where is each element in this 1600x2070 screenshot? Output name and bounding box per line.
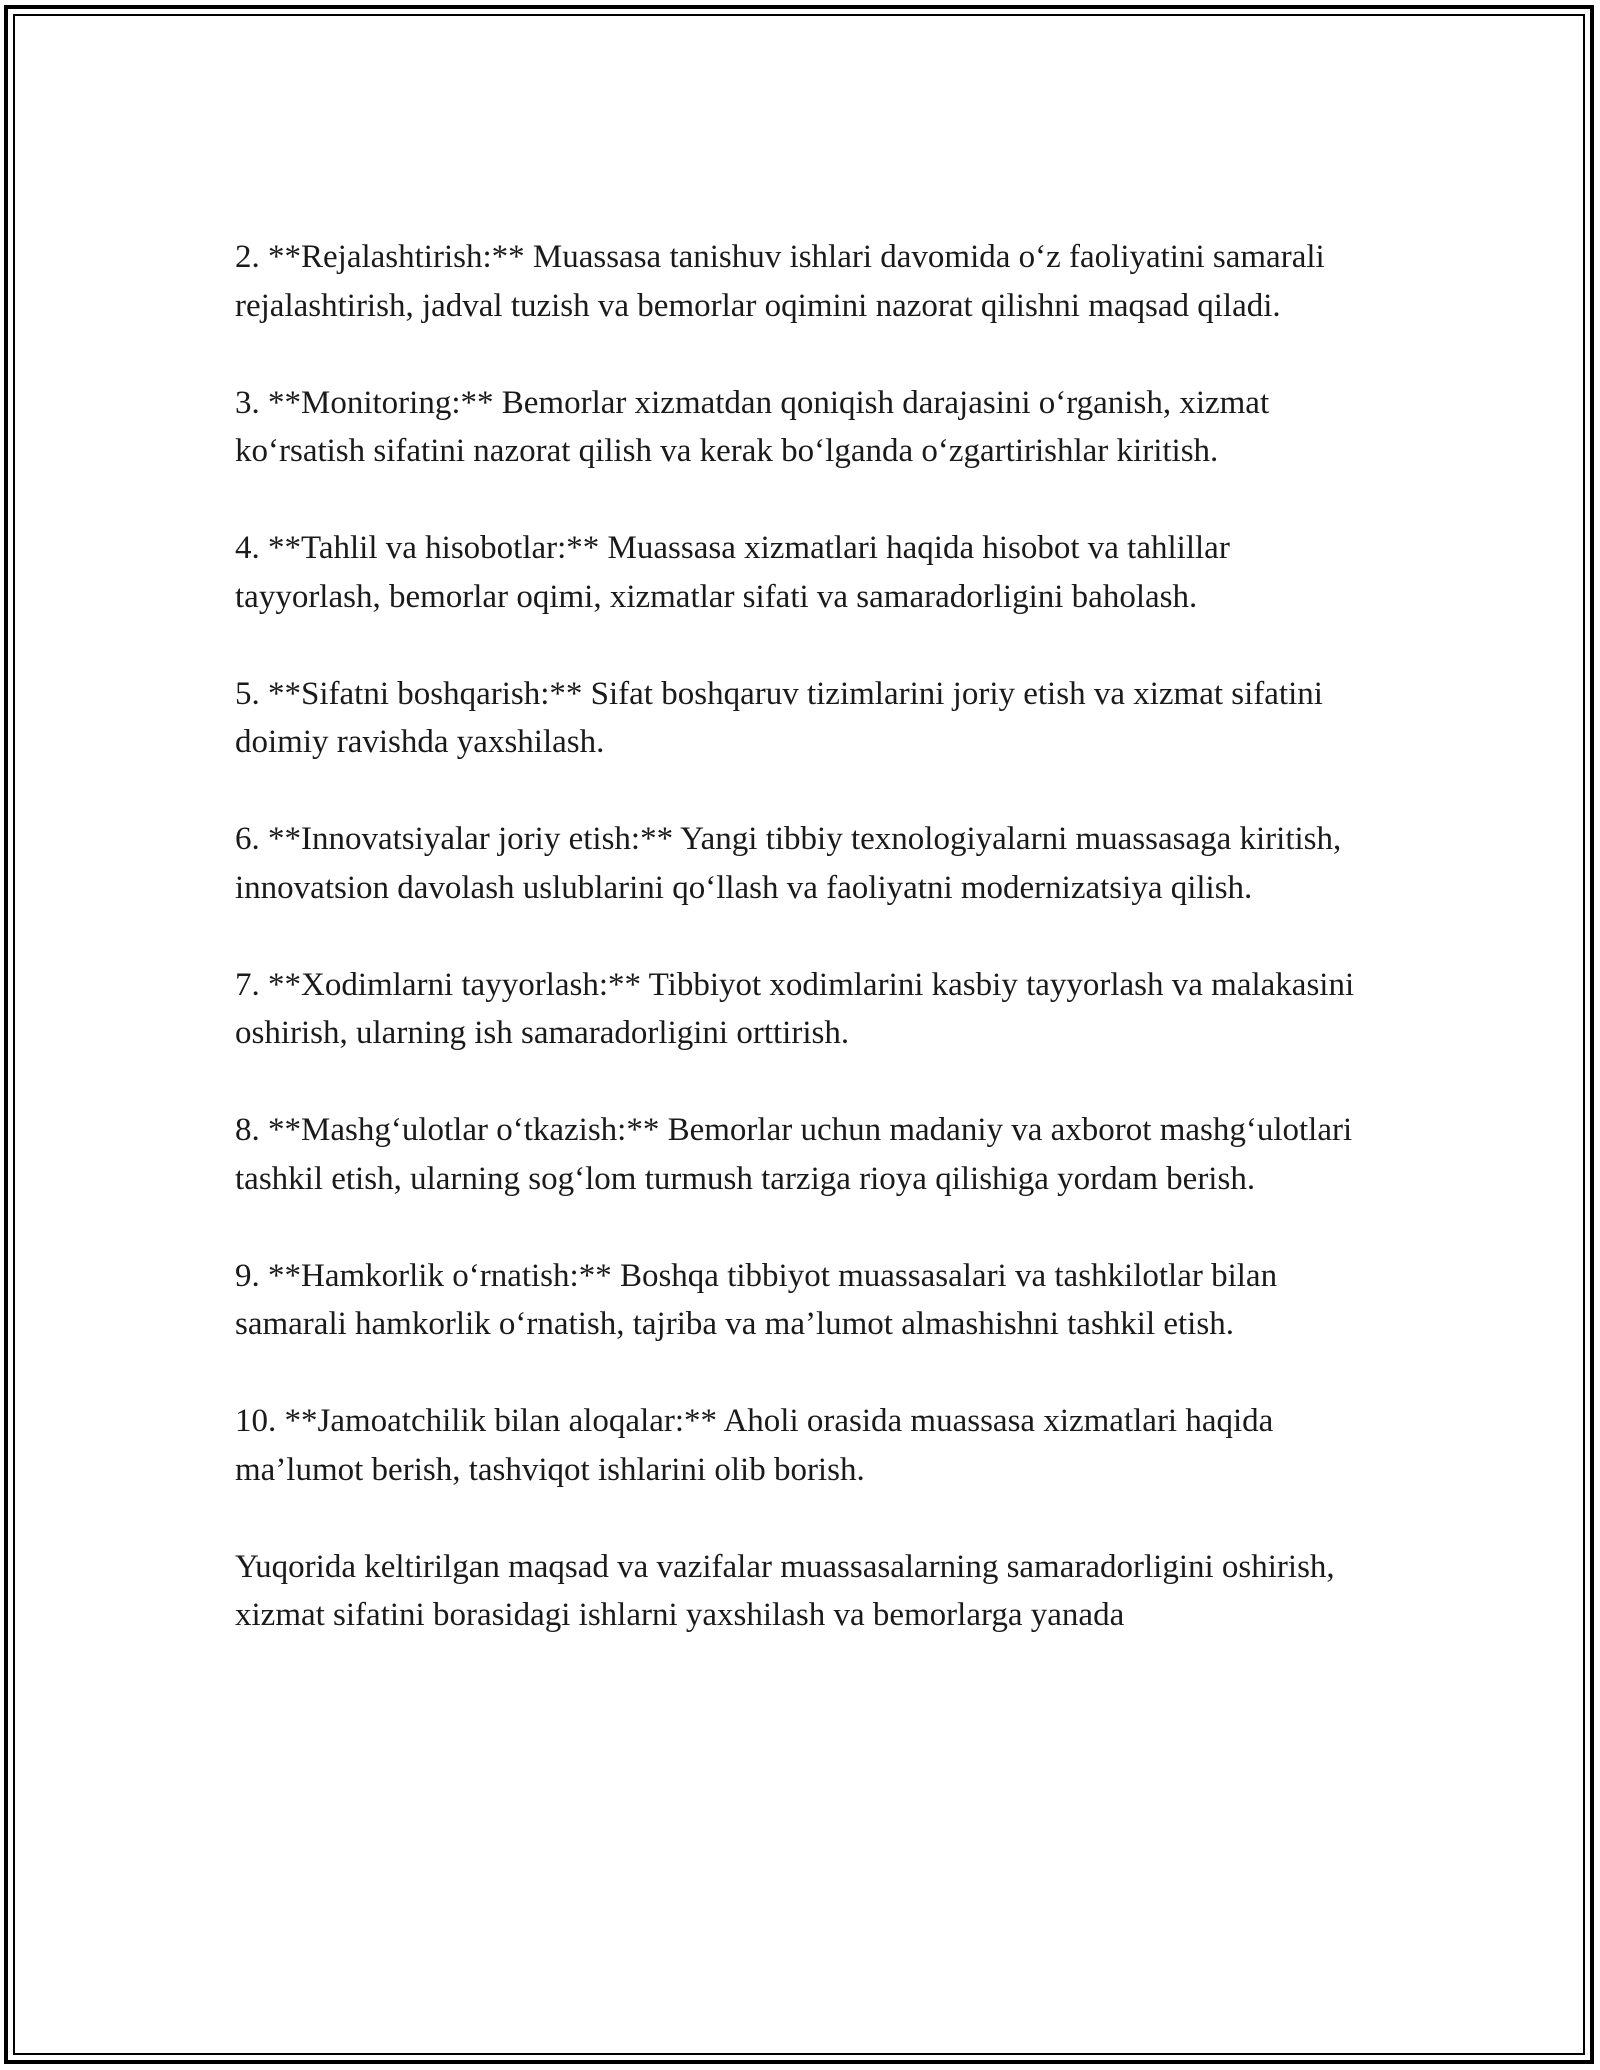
paragraph-jamoatchilik: 10. **Jamoatchilik bilan aloqalar:** Aholi orasida muassasa xizmatlari haqida ma’lumot berish, tashviqot ishlarini olib borish.: [235, 1403, 1274, 1488]
paragraph-rejalashtirish: 2. **Rejalashtirish:** Muassasa tanishuv ishlari davomida o‘z faoliyatini samarali rejalashtirish, jadval tuzish va bemorlar oqimini nazorat qilishni maqsad qiladi.: [235, 239, 1325, 324]
paragraph-mashgulotlar: 8. **Mashg‘ulotlar o‘tkazish:** Bemorlar uchun madaniy va axborot mashg‘ulotlari tashkil etish, ularning sog‘lom turmush tarziga rioya qilishiga yordam berish.: [235, 1112, 1353, 1197]
paragraph-tahlil-va-hisobotlar: 4. **Tahlil va hisobotlar:** Muassasa xizmatlari haqida hisobot va tahlillar tayyorlash, bemorlar oqimi, xizmatlar sifati va samaradorligini baholash.: [235, 530, 1230, 615]
paragraph-conclusion: Yuqorida keltirilgan maqsad va vazifalar muassasalarning samaradorligini oshirish, xizmat sifatini borasidagi ishlarni yaxshilash va bemorlarga yanada: [235, 1548, 1335, 1633]
paragraph-monitoring: 3. **Monitoring:** Bemorlar xizmatdan qoniqish darajasini o‘rganish, xizmat ko‘rsatish sifatini nazorat qilish va kerak bo‘lganda o‘zgartirishlar kiritish.: [235, 384, 1270, 469]
paragraph-xodimlarni-tayyorlash: 7. **Xodimlarni tayyorlash:** Tibbiyot xodimlarini kasbiy tayyorlash va malakasini oshirish, ularning ish samaradorligini orttirish.: [235, 966, 1355, 1051]
paragraph-innovatsiyalar: 6. **Innovatsiyalar joriy etish:** Yangi tibbiy texnologiyalarni muassasaga kiritish, innovatsion davolash uslublarini qo‘llash va faoliyatni modernizatsiya qilish.: [235, 821, 1342, 906]
document-body: [235, 233, 1380, 1640]
paragraph-hamkorlik: 9. **Hamkorlik o‘rnatish:** Boshqa tibbiyot muassasalari va tashkilotlar bilan samarali hamkorlik o‘rnatish, tajriba va ma’lumot almashishni tashkil etish.: [235, 1257, 1278, 1342]
paragraph-sifatni-boshqarish: 5. **Sifatni boshqarish:** Sifat boshqaruv tizimlarini joriy etish va xizmat sifatini doimiy ravishda yaxshilash.: [235, 675, 1323, 760]
